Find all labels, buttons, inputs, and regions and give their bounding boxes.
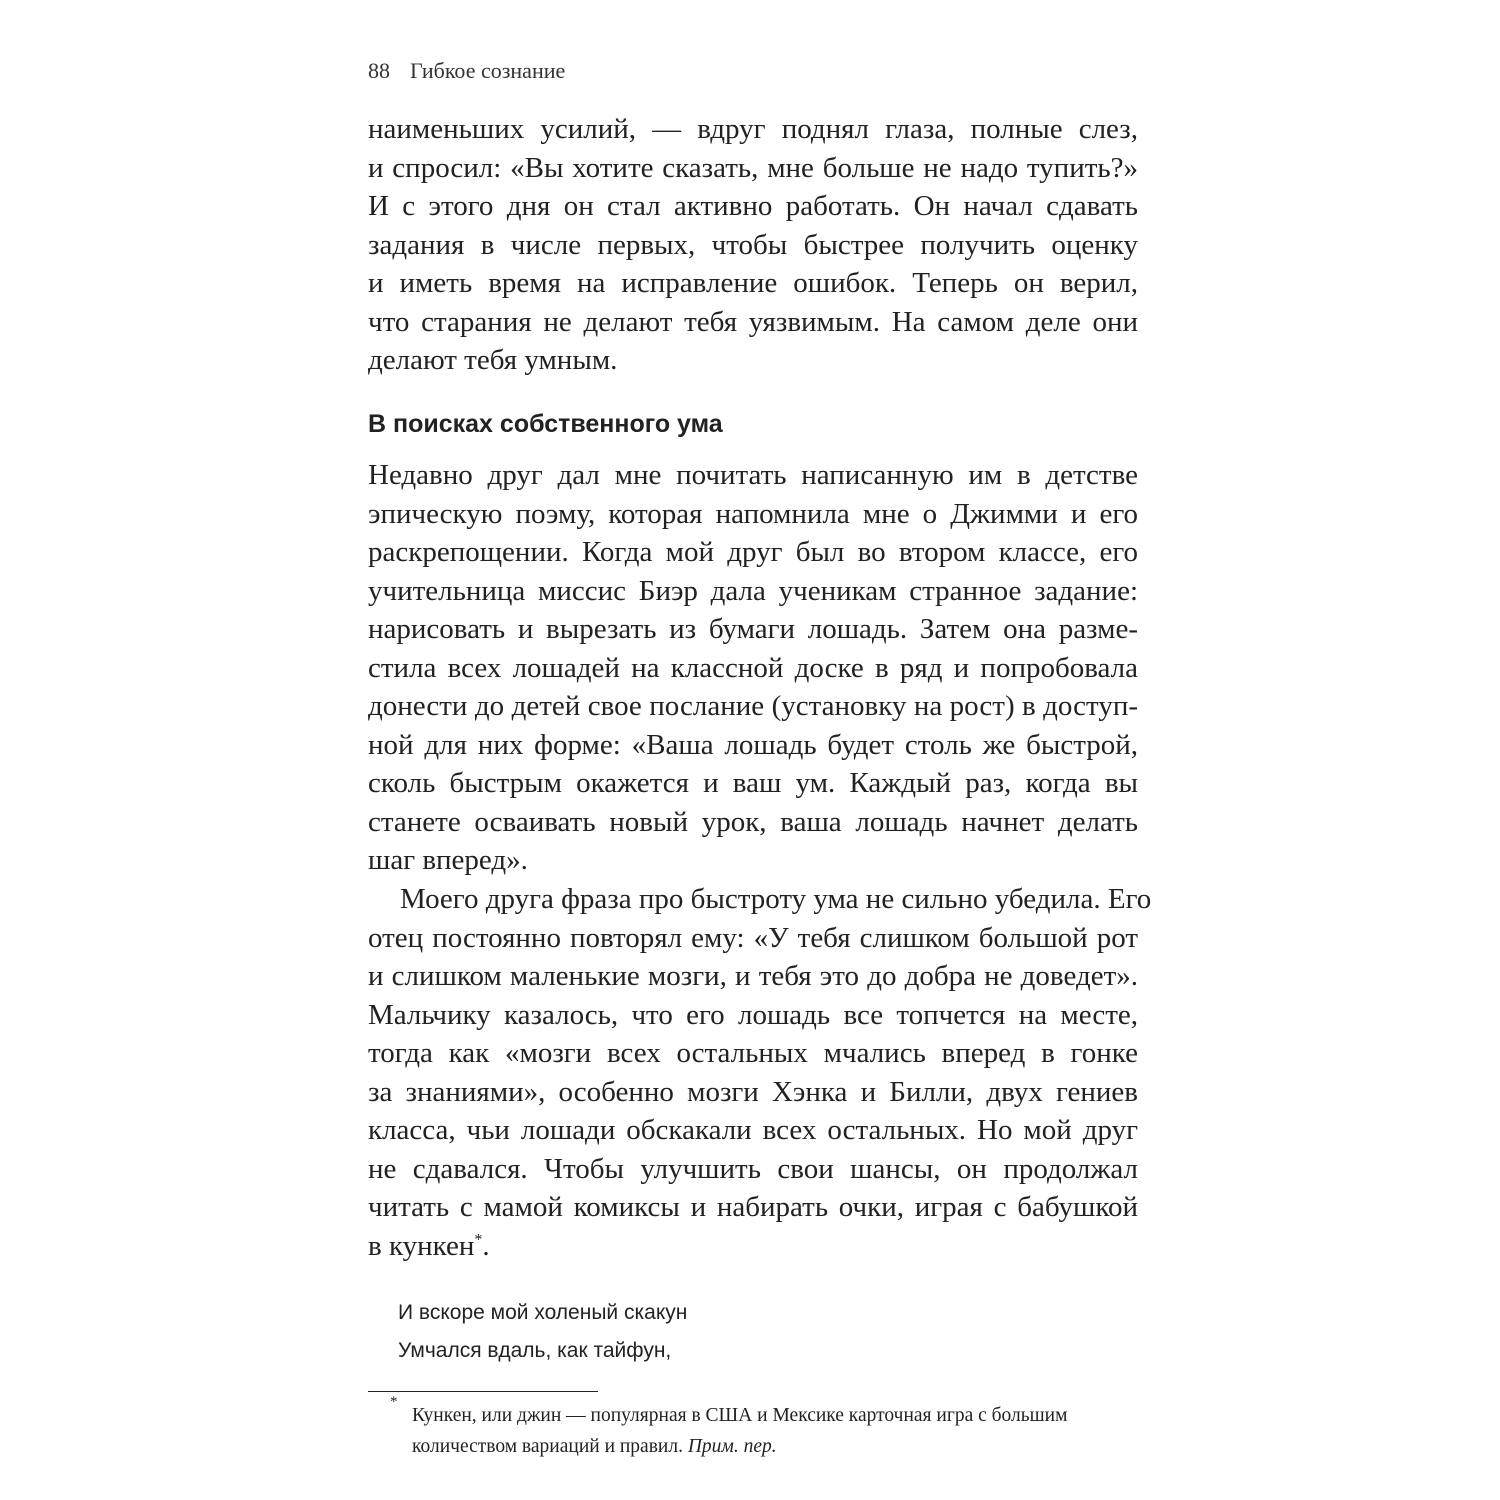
- footnote-reference: *: [474, 1230, 483, 1248]
- text-line: и иметь время на исправление ошибок. Теперь он верил,: [368, 267, 1138, 299]
- text-line: за знаниями», особенно мозги Хэнка и Билли, двух гениев: [368, 1075, 1138, 1108]
- book-page: [368, 0, 1152, 1500]
- text-line: сколь быстрым окажется и ваш ум. Каждый раз, когда вы: [368, 767, 1138, 799]
- text-line: раскрепощении. Когда мой друг был во втором классе, его: [368, 536, 1138, 568]
- text-line: отец постоянно повторял ему: «У тебя слишком большой рот: [368, 921, 1138, 954]
- text-line: И с этого дня он стал активно работать. Он начал сдавать: [368, 190, 1138, 222]
- text-line: Мальчику казалось, что его лошадь все топчется на месте,: [368, 998, 1138, 1031]
- text-line: учительница миссис Биэр дала ученикам странное задание:: [368, 574, 1138, 607]
- section-heading: В поисках собственного ума: [368, 410, 723, 438]
- footnote: [390, 1394, 1144, 1462]
- footnote-divider: [368, 1391, 598, 1392]
- text-line: что старания не делают тебя уязвимым. На самом деле они: [368, 305, 1138, 338]
- running-title: Гибкое сознание: [410, 58, 566, 83]
- text-line: станете осваивать новый урок, ваша лошадь начнет делать: [368, 805, 1138, 838]
- text-line: Недавно друг дал мне почитать написанную им в детстве: [368, 459, 1138, 491]
- poem-line: И вскоре мой холеный скакун: [398, 1301, 688, 1324]
- text-line: тогда как «мозги всех остальных мчались вперед в гонке: [368, 1037, 1138, 1069]
- paragraph-3: [368, 880, 1152, 1265]
- text-line: ной для них форме: «Ваша лошадь будет столь же быстрой,: [368, 728, 1138, 761]
- footnote-line: Кункен, или джин — популярная в США и Мексике карточная игра с большим: [412, 1405, 1068, 1426]
- poem-line: Умчался вдаль, как тайфун,: [398, 1339, 672, 1362]
- text-line: и слишком маленькие мозги, и тебя это до добра не доведет».: [368, 960, 1138, 992]
- paragraph-1: [368, 110, 1138, 380]
- text-line: не сдавался. Чтобы улучшить свои шансы, он продолжал: [368, 1152, 1138, 1185]
- page-number: 88: [368, 58, 390, 83]
- text-line: наименьших усилий, — вдруг поднял глаза, полные слез,: [368, 113, 1138, 145]
- text-fragment: в кункен: [368, 1229, 475, 1262]
- translator-note: Прим. пер.: [687, 1436, 777, 1457]
- footnote-line: [404, 1431, 1144, 1462]
- text-line: стила всех лошадей на классной доске в ряд и попробовала: [368, 651, 1138, 684]
- footnote-marker: *: [390, 1394, 398, 1410]
- text-line: эпическую поэму, которая напомнила мне о Джимми и его: [368, 497, 1138, 530]
- text-line: делают тебя умным.: [368, 344, 618, 376]
- text-line: нарисовать и вырезать из бумаги лошадь. Затем она разме-: [368, 613, 1138, 645]
- poem-excerpt: [398, 1294, 687, 1370]
- text-line: Моего друга фраза про быстроту ума не сильно убедила. Его: [400, 883, 1152, 915]
- running-header: [368, 58, 565, 84]
- text-line: читать с мамой комиксы и набирать очки, играя с бабушкой: [368, 1191, 1138, 1223]
- text-line: задания в числе первых, чтобы быстрее получить оценку: [368, 228, 1138, 261]
- text-line: в кункен*.: [368, 1229, 490, 1262]
- text-line: донести до детей свое послание (установку на рост) в доступ-: [368, 690, 1138, 722]
- text-line: и спросил: «Вы хотите сказать, мне больше не надо тупить?»: [368, 151, 1138, 184]
- paragraph-2: [368, 456, 1138, 880]
- text-line: шаг вперед».: [368, 844, 528, 876]
- text-line: класса, чьи лошади обскакали всех остальных. Но мой друг: [368, 1114, 1138, 1146]
- footnote-text: количеством вариаций и правил.: [412, 1436, 683, 1457]
